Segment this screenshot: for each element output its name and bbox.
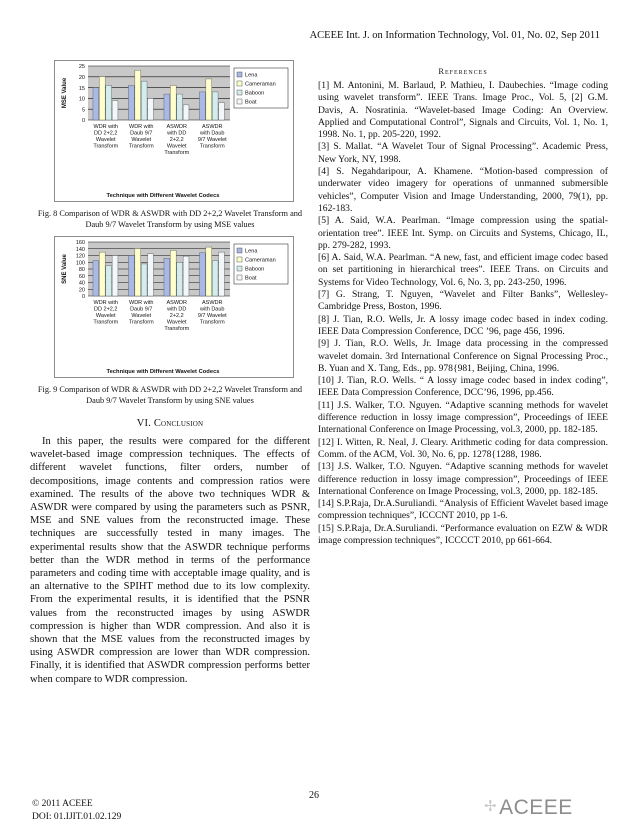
reference-item: [8] J. Tian, R.O. Wells, Jr. A lossy image codec based in index coding. IEEE Data Compression Conference, DCC ’96, page 456, 1996. — [318, 313, 608, 337]
y-tick-label: 80 — [78, 267, 85, 274]
legend-swatch — [237, 257, 242, 262]
x-category-label: WDR with — [129, 124, 154, 130]
bar-lena — [164, 94, 170, 120]
legend-swatch — [237, 266, 242, 271]
x-category-label: DD 2+2,2 — [94, 130, 118, 137]
x-category-label: 9/7 Wavelet — [197, 137, 227, 143]
y-tick-label: 60 — [78, 273, 85, 280]
legend-label: Cameraman — [245, 81, 276, 88]
bar-baboon — [106, 85, 112, 120]
reference-item: [5] A. Said, W.A. Pearlman. “Image compression using the spatial-orientation tree”. IEEE Int. Symp. on Circuits and Systems, Chicago, IL, pp. 279-282, 1993. — [318, 215, 608, 251]
legend-swatch — [237, 248, 242, 253]
conclusion-heading-numeral: VI. C — [136, 418, 162, 429]
x-axis-title: Technique with Different Wavelet Codecs — [106, 369, 220, 375]
reference-item: [4] S. Negahdaripour, A. Khamene. “Motion-based compression of underwater video imagery for operations of unmanned submersible vehicles”, Computer Vision and Image Understanding, 2000, 79(1), pp. 162-183. — [318, 166, 608, 214]
x-axis-title: Technique with Different Wavelet Codecs — [106, 193, 220, 199]
bar-lena — [199, 92, 205, 120]
left-column — [30, 60, 310, 686]
conclusion-text: In this paper, the results were compared for the different wavelet-based image compression techniques. The effects of different wavelet functions, filter orders, number of decompositions, image contents and compression ratios were examined. The results of the above two techniques WDR & ASWDR were compared by using the parameters such as PSNR, MSE and SNE values from the reconstructed image. These techniques are successfully tested in many images. The experimental results show that the ASWDR technique performs better than the WDR method in terms of the performance parameters and coding time with acceptable image quality, and is an alternative to the SPIHT method due to its low complexity. From the experimental results, it is identified that the PSNR values from the reconstructed images by using ASWDR compression is higher than WDR compression. And also it is shown that the MSE values from the reconstructed images by using ASWDR compression are lower than WDR compression. Finally, it is identified that ASWDR compression performs better when compare to WDR compression. — [30, 436, 310, 685]
conclusion-heading-rest: onclusion — [161, 418, 204, 429]
x-category-label: Transform — [199, 319, 225, 326]
legend-swatch — [237, 275, 242, 280]
reference-item: [6] A. Said, W.A. Pearlman. “A new, fast, and efficient image codec based on set partitioning in hierarchical trees”. IEEE Trans. on Circuits and Systems for Video Technology, Vol. 6, No. 3, pp. 243-250, 1996. — [318, 252, 608, 288]
bar-lena — [93, 261, 99, 296]
x-category-label: ASWDR — [166, 124, 187, 130]
bar-baboon — [141, 81, 147, 120]
legend-label: Baboon — [245, 266, 265, 273]
doi: DOI: 01.IJIT.01.02.129 — [32, 812, 122, 822]
x-category-label: DD 2+2,2 — [94, 306, 118, 313]
x-category-label: with DD — [167, 306, 187, 313]
y-tick-label: 140 — [75, 246, 85, 253]
reference-item: [9] J. Tian, R.O. Wells, Jr. Image data processing in the compressed wavelet domain. 3rd International Conference on Signal Processing Proc., B. Yuan and X. Tang, Eds., pp. 978{981, Beijing, China, 1996. — [318, 338, 608, 374]
references-heading — [318, 66, 608, 76]
aceee-logo — [484, 796, 573, 820]
x-category-label: ASWDR — [202, 124, 223, 130]
bar-baboon — [106, 266, 112, 296]
x-category-label: Daub 9/7 — [130, 306, 153, 313]
reference-item: [11] J.S. Walker, T.O. Nguyen. “Adaptive scanning methods for wavelet difference reduction in lossy image compression”, Proceedings of IEEE International Conference on Image Processing, vol.3, 2000, pp. 182-185. — [318, 399, 608, 436]
bar-boat — [183, 256, 189, 296]
x-category-label: Wavelet — [95, 313, 116, 319]
reference-item: [14] S.P.Raja, Dr.A.Suruliandi. “Analysis of Efficient Wavelet based image compression techniques”, ICCCNT 2010, pp 1-6. — [318, 498, 608, 522]
y-tick-label: 20 — [78, 287, 85, 294]
journal-header: ACEEE Int. J. on Information Technology, Vol. 01, No. 02, Sep 2011 — [309, 30, 600, 41]
x-category-label: with DD — [167, 130, 187, 137]
y-tick-label: 0 — [81, 294, 85, 301]
bar-cameraman — [206, 247, 212, 296]
y-tick-label: 120 — [75, 253, 85, 260]
x-category-label: Transform — [199, 143, 225, 150]
x-category-label: with Daub — [200, 130, 225, 137]
conclusion-heading — [30, 418, 310, 429]
reference-item: [15] S.P.Raja, Dr.A.Suruliandi. “Performance evaluation on EZW & WDR image compression techniques”, ICCCCT 2010, pp 661-664. — [318, 522, 608, 546]
x-category-label: Wavelet — [95, 137, 116, 143]
bar-lena — [93, 88, 99, 120]
bar-boat — [219, 103, 225, 120]
legend-swatch — [237, 90, 242, 95]
references-heading-rest: eferences — [445, 66, 488, 76]
reference-item: [1] M. Antonini, M. Barlaud, P. Mathieu, I. Daubechies. “Image coding using wavelet transform”. IEEE Trans. Image Proc., Vol. 5, [2] G.M. Davis, A. Nosratinia. “Wavelet-based Image Coding: An Overview. Applied and Computational Control”, Signals and Circuits, Vol. 1, No. 1, 1998. No. 1, pp. 205-220, 1992. — [318, 80, 608, 141]
reference-item: [3] S. Mallat. “A Wavelet Tour of Signal Processing”. Academic Press, New York, NY, 1998. — [318, 141, 608, 165]
x-category-label: Wavelet — [131, 137, 152, 143]
aceee-logo-text: ACEEE — [499, 796, 573, 819]
legend-label: Lena — [245, 72, 258, 79]
bar-baboon — [177, 262, 183, 296]
bar-lena — [164, 258, 170, 296]
x-category-label: 9/7 Wavelet — [197, 313, 227, 319]
bar-lena — [128, 85, 134, 120]
bar-boat — [183, 105, 189, 120]
y-tick-label: 20 — [78, 75, 85, 81]
x-category-label: Daub 9/7 — [130, 130, 153, 137]
x-category-label: 2+2,2 — [169, 313, 184, 319]
x-category-label: Transform — [164, 326, 190, 332]
x-category-label: WDR with — [129, 300, 154, 306]
bar-baboon — [177, 94, 183, 120]
mse-chart — [54, 60, 294, 202]
fig9-chart — [54, 236, 294, 383]
bar-cameraman — [135, 70, 141, 120]
bar-boat — [112, 256, 118, 297]
copyright: © 2011 ACEEE — [32, 799, 93, 809]
y-tick-label: 100 — [75, 260, 85, 267]
fig8-chart — [54, 60, 294, 207]
reference-item: [7] G. Strang, T. Nguyen, “Wavelet and Filter Banks”, Wellesley-Cambridge Press, Boston, 1996. — [318, 289, 608, 313]
reference-list — [318, 80, 608, 547]
bar-cameraman — [170, 250, 176, 296]
bar-lena — [128, 256, 134, 297]
x-category-label: WDR with — [93, 124, 118, 130]
x-category-label: Transform — [164, 150, 190, 156]
fig8-caption: Fig. 8 Comparison of WDR & ASWDR with DD 2+2,2 Wavelet Transform and Daub 9/7 Wavelet Transform by using MSE values — [37, 209, 303, 229]
x-category-label: Transform — [128, 143, 154, 150]
y-tick-label: 5 — [81, 107, 85, 114]
bar-baboon — [212, 92, 218, 120]
bar-cameraman — [170, 85, 176, 120]
legend-label: Boat — [245, 275, 257, 282]
bar-lena — [199, 253, 205, 296]
x-category-label: WDR with — [93, 300, 118, 306]
bar-baboon — [212, 261, 218, 296]
references-heading-first: R — [438, 66, 445, 76]
sne-chart — [54, 236, 294, 378]
y-tick-label: 160 — [75, 240, 85, 247]
legend-label: Lena — [245, 248, 258, 255]
reference-item: [12] I. Witten, R. Neal, J. Cleary. Arithmetic coding for data compression. Comm. of the ACM, Vol. 30, No. 6, pp. 1278{1288, 1986. — [318, 436, 608, 460]
y-axis-label: SNE Value — [62, 254, 68, 284]
x-category-label: Transform — [93, 319, 119, 326]
legend-swatch — [237, 81, 242, 86]
bar-cameraman — [135, 249, 141, 296]
x-category-label: ASWDR — [166, 300, 187, 306]
reference-item: [10] J. Tian, R.O. Wells. “ A lossy image codec based in index coding”, IEEE Data Compression Conference, DCC’96, 1996, pp.456. — [318, 375, 608, 399]
bar-cameraman — [99, 77, 105, 120]
legend-label: Boat — [245, 99, 257, 106]
legend-label: Cameraman — [245, 257, 276, 264]
x-category-label: ASWDR — [202, 300, 223, 306]
aceee-logo-mark-icon: ✢ — [484, 798, 498, 815]
y-tick-label: 15 — [78, 85, 85, 92]
y-axis-label: MSE Value — [62, 77, 68, 109]
bar-cameraman — [99, 252, 105, 296]
legend-swatch — [237, 72, 242, 77]
right-column — [318, 60, 608, 547]
fig9-caption: Fig. 9 Comparison of WDR & ASWDR with DD 2+2,2 Wavelet Transform and Daub 9/7 Wavelet Transform by using SNE values — [37, 385, 303, 405]
bar-boat — [148, 98, 154, 120]
x-category-label: Transform — [93, 143, 119, 150]
reference-item: [13] J.S. Walker, T.O. Nguyen. “Adaptive scanning methods for wavelet difference reduction in lossy image compression”, Proceedings of IEEE International Conference on Image Processing, vol.3, 2000, pp. 182-185. — [318, 461, 608, 497]
bar-cameraman — [206, 79, 212, 120]
y-tick-label: 40 — [78, 280, 85, 287]
bar-boat — [219, 252, 225, 296]
footer-info — [32, 798, 121, 824]
bar-baboon — [141, 264, 147, 296]
x-category-label: with Daub — [200, 306, 225, 313]
bar-boat — [112, 101, 118, 120]
page-number: 26 — [309, 790, 319, 801]
y-tick-label: 10 — [78, 96, 85, 103]
x-category-label: Transform — [128, 319, 154, 326]
x-category-label: Wavelet — [131, 313, 152, 319]
legend-swatch — [237, 99, 242, 104]
y-tick-label: 0 — [81, 118, 85, 125]
y-tick-label: 25 — [78, 64, 85, 71]
x-category-label: Wavelet — [166, 319, 187, 326]
bar-boat — [148, 254, 154, 296]
legend-label: Baboon — [245, 90, 265, 97]
x-category-label: 2+2,2 — [169, 137, 184, 143]
x-category-label: Wavelet — [166, 143, 187, 150]
